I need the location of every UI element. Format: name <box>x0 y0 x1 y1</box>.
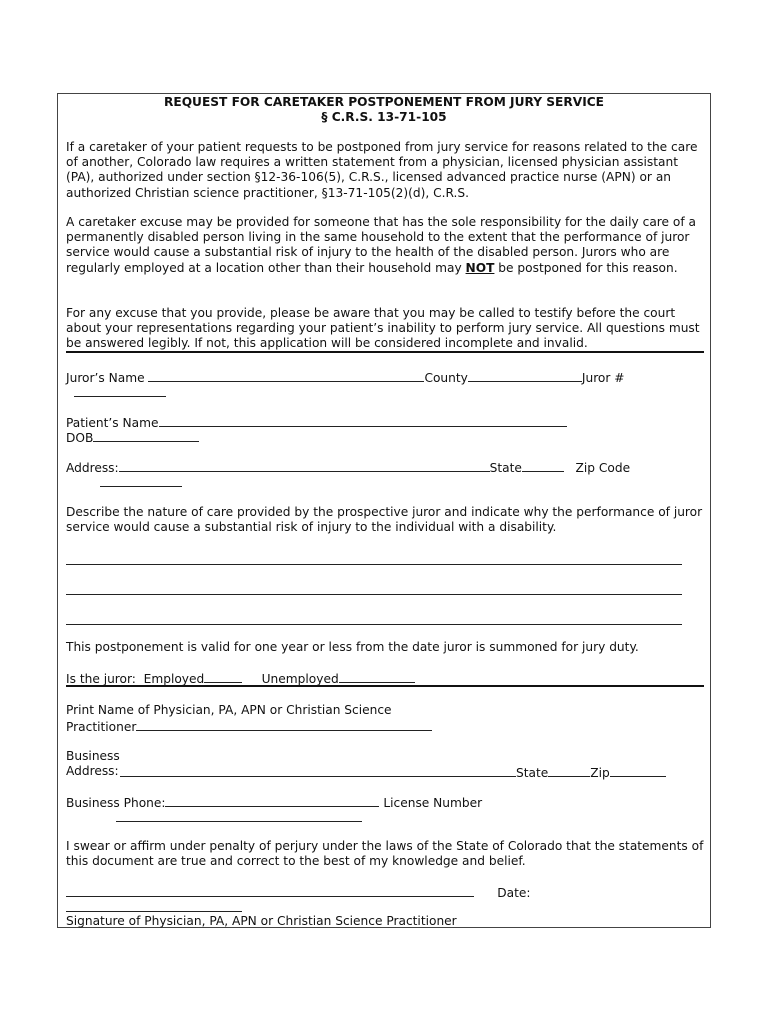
state-label: State <box>489 461 522 475</box>
license-number-row <box>116 809 362 826</box>
date-label: Date: <box>497 886 531 900</box>
juror-number-label: Juror # <box>581 371 625 385</box>
oath-statement: I swear or affirm under penalty of perjury under the laws of the State of Colorado that the statements of this document are true and correct to the best of my knowledge and belief. <box>66 839 704 869</box>
signature-label: Signature of Physician, PA, APN or Christian Science Practitioner <box>66 914 457 928</box>
unemployed-label: Unemployed <box>261 672 339 686</box>
business-phone-field[interactable] <box>165 794 379 807</box>
patient-name-label: Patient’s Name <box>66 416 159 430</box>
section-divider <box>66 351 704 353</box>
business-state-label: State <box>516 766 549 780</box>
juror-number-field[interactable] <box>74 384 166 397</box>
juror-number-row <box>66 384 166 401</box>
business-phone-label: Business Phone: <box>66 796 166 810</box>
form-title: REQUEST FOR CARETAKER POSTPONEMENT FROM JURY SERVICE <box>163 95 605 109</box>
care-description-line-2[interactable] <box>66 594 682 595</box>
license-label: License Number <box>383 796 483 810</box>
care-description-line-3[interactable] <box>66 624 682 625</box>
validity-statement: This postponement is valid for one year or less from the date juror is summoned for jury duty. <box>66 640 639 654</box>
statute-citation: § C.R.S. 13-71-105 <box>321 110 447 124</box>
dob-row <box>66 429 199 446</box>
employment-label: Is the juror: <box>66 672 136 686</box>
section-divider-2 <box>66 685 704 687</box>
practitioner-name-row <box>66 703 446 735</box>
license-number-field[interactable] <box>116 809 362 822</box>
juror-name-field[interactable] <box>148 369 424 382</box>
business-zip-field[interactable] <box>610 764 666 777</box>
patient-name-field[interactable] <box>159 414 567 427</box>
care-description-prompt: Describe the nature of care provided by the prospective juror and indicate why the performance of juror service would cause a substantial risk of injury to the individual with a disability. <box>66 505 703 535</box>
care-description-line-1[interactable] <box>66 564 682 565</box>
testify-paragraph: For any excuse that you provide, please be aware that you may be called to testify before the court about your representations regarding your patient’s inability to perform jury service. All questions must be answered legibly. If not, this application will be considered incomplete and invalid. <box>66 306 700 351</box>
print-name-label: Print Name of Physician, PA, APN or Christian Science Practitioner <box>66 703 392 735</box>
business-state-field[interactable] <box>548 764 590 777</box>
caretaker-paragraph-end: be postponed for this reason. <box>494 260 678 275</box>
state-field[interactable] <box>522 459 564 472</box>
caretaker-paragraph <box>66 215 706 276</box>
zip-code-label: Zip Code <box>575 461 631 475</box>
signature-field[interactable] <box>66 884 474 897</box>
county-label: County <box>424 371 468 385</box>
unemployed-field[interactable] <box>339 670 415 683</box>
zip-code-row <box>66 474 182 491</box>
employed-field[interactable] <box>204 670 242 683</box>
county-field[interactable] <box>468 369 582 382</box>
address-label: Address: <box>66 461 119 475</box>
dob-label: DOB <box>66 431 94 445</box>
business-address-row <box>120 764 666 781</box>
date-field[interactable] <box>66 899 242 912</box>
practitioner-name-field[interactable] <box>136 718 432 731</box>
caretaker-paragraph-text: A caretaker excuse may be provided for someone that has the sole responsibility for the daily care of a permanently disabled person living in the same household to the extent that the performance of juror service would cause a substantial risk of injury to the health of the disabled person. Jurors who are regularly employed at a location other than their household may <box>66 215 697 275</box>
juror-name-label: Juror’s Name <box>66 371 145 385</box>
business-address-field[interactable] <box>120 764 516 777</box>
employed-label: Employed <box>143 672 205 686</box>
intro-paragraph: If a caretaker of your patient requests to be postponed from jury service for reasons related to the care of another, Colorado law requires a written statement from a physician, licensed physician assistant (PA), authorized under section §12-36-106(5), C.R.S., licensed advanced practice nurse (APN) or an authorized Christian science practitioner, §13-71-105(2)(d), C.R.S. <box>66 140 698 200</box>
not-emphasis: NOT <box>465 260 495 275</box>
address-field[interactable] <box>119 459 490 472</box>
business-zip-label: Zip <box>590 766 610 780</box>
business-address-label: Business Address: <box>66 749 120 779</box>
dob-field[interactable] <box>93 429 199 442</box>
caretaker-postponement-form <box>57 93 711 928</box>
zip-code-field[interactable] <box>100 474 182 487</box>
